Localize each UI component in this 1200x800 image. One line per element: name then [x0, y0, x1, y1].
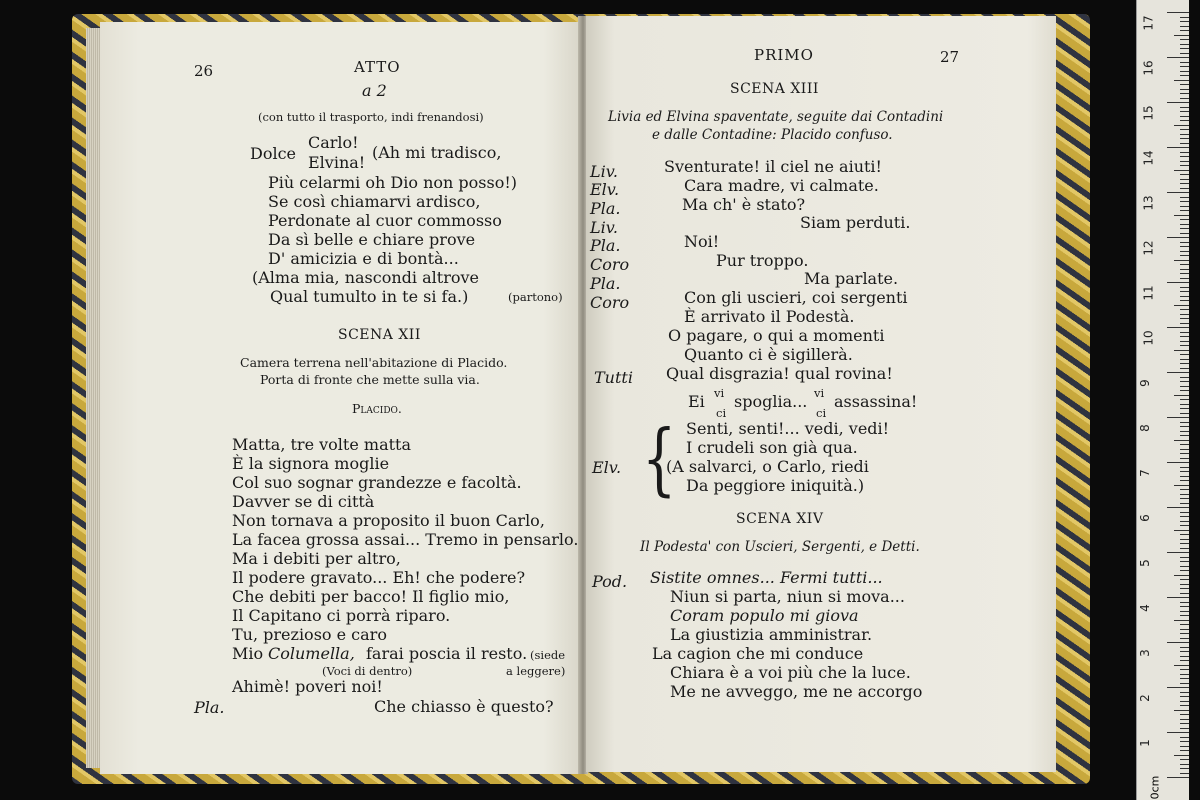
stage-direction: (siede	[530, 648, 566, 662]
ruler-tick	[1180, 723, 1189, 724]
ruler-number: 6	[1137, 514, 1152, 522]
verse-line: È la signora moglie	[232, 454, 390, 473]
ruler-tick	[1180, 44, 1189, 45]
verse-word: vi	[814, 386, 825, 400]
speaker-abbrev: Liv.	[590, 162, 618, 181]
ruler-tick	[1174, 35, 1189, 36]
a2-marking: a 2	[362, 81, 387, 100]
verse-line: Tu, prezioso e caro	[232, 625, 387, 644]
verse-line: Da peggiore iniquità.)	[686, 476, 865, 495]
ruler-tick	[1174, 305, 1189, 306]
verse-line: Se così chiamarvi ardisco,	[268, 192, 481, 211]
verse-line: Pur troppo.	[716, 251, 809, 270]
right-page	[586, 16, 1056, 772]
speaker-abbrev: Pod.	[592, 572, 628, 591]
speaker-abbrev: Elv.	[592, 458, 622, 477]
ruler-tick	[1167, 687, 1189, 688]
ruler-tick	[1180, 66, 1189, 67]
ruler-number: 7	[1137, 469, 1152, 477]
ruler-tick	[1174, 440, 1189, 441]
verse-word: ci	[716, 406, 727, 420]
ruler-tick	[1180, 75, 1189, 76]
ruler-tick	[1180, 152, 1189, 153]
verse-line: Ma ch' è stato?	[682, 195, 806, 214]
scene-title: SCENA XIII	[730, 81, 819, 97]
verse-line: Ma i debiti per altro,	[232, 549, 401, 568]
verse-line: Davver se di città	[232, 492, 375, 511]
verse-line: Il Capitano ci porrà riparo.	[232, 606, 451, 625]
verse-word: Ei	[688, 392, 705, 411]
verse-line: Con gli uscieri, coi sergenti	[684, 288, 908, 307]
verse-line: La facea grossa assai... Tremo in pensarlo.	[232, 530, 579, 549]
ruler-tick	[1180, 651, 1189, 652]
ruler-tick	[1180, 471, 1189, 472]
ruler-tick	[1180, 728, 1189, 729]
ruler-tick	[1180, 449, 1189, 450]
verse-line: Il podere gravato... Eh! che podere?	[232, 568, 526, 587]
ruler-tick	[1180, 638, 1189, 639]
scene-title: SCENA XIV	[736, 511, 824, 527]
ruler-tick	[1180, 656, 1189, 657]
verse-line: Non tornava a proposito il buon Carlo,	[232, 511, 545, 530]
ruler-tick	[1180, 21, 1189, 22]
ruler-tick	[1167, 327, 1189, 328]
ruler-tick	[1167, 597, 1189, 598]
verse-line: D' amicizia e di bontà...	[268, 249, 459, 268]
scene-description: Livia ed Elvina spaventate, seguite dai Contadini	[608, 109, 944, 125]
ruler-number: 10	[1141, 330, 1156, 346]
ruler-tick	[1180, 129, 1189, 130]
verse-line: Noi!	[684, 232, 720, 251]
ruler-tick	[1180, 363, 1189, 364]
ruler-tick	[1174, 530, 1189, 531]
ruler-tick	[1167, 417, 1189, 418]
ruler-number: 17	[1141, 15, 1156, 31]
verse-line: Ahimè! poveri noi!	[232, 677, 383, 696]
ruler-tick	[1180, 737, 1189, 738]
ruler-number: 2	[1137, 694, 1152, 702]
speaker-abbrev: Elv.	[590, 180, 620, 199]
speaker-abbrev: Pla.	[590, 274, 621, 293]
ruler-tick	[1180, 593, 1189, 594]
ruler-tick	[1180, 741, 1189, 742]
ruler-tick	[1180, 683, 1189, 684]
speaker-abbrev: Pla.	[590, 236, 621, 255]
verse-line: Sventurate! il ciel ne aiuti!	[664, 157, 882, 176]
ruler-tick	[1180, 165, 1189, 166]
ruler-tick	[1180, 134, 1189, 135]
ruler-tick	[1174, 80, 1189, 81]
ruler-tick	[1174, 125, 1189, 126]
ruler-tick	[1180, 318, 1189, 319]
ruler-tick	[1174, 395, 1189, 396]
ruler-tick	[1180, 161, 1189, 162]
ruler-tick	[1180, 615, 1189, 616]
verse-line: (Ah mi tradisco,	[372, 143, 502, 162]
ruler-tick	[1180, 773, 1189, 774]
ruler-tick	[1180, 62, 1189, 63]
ruler-tick	[1180, 39, 1189, 40]
ruler-tick	[1180, 624, 1189, 625]
ruler-tick	[1174, 710, 1189, 711]
verse-line: Più celarmi oh Dio non posso!)	[268, 173, 517, 192]
page-number: 27	[940, 48, 960, 66]
ruler-tick	[1180, 183, 1189, 184]
ruler-tick	[1180, 678, 1189, 679]
ruler-tick	[1180, 660, 1189, 661]
stage-direction: a leggere)	[506, 664, 566, 678]
speaker-abbrev: Coro	[590, 255, 630, 274]
ruler-tick	[1174, 665, 1189, 666]
ruler-tick	[1180, 30, 1189, 31]
ruler-tick	[1180, 377, 1189, 378]
ruler-tick	[1180, 323, 1189, 324]
ruler-tick	[1180, 566, 1189, 567]
ruler-tick	[1180, 98, 1189, 99]
ruler-tick	[1180, 647, 1189, 648]
speaker-abbrev: Pla.	[194, 698, 225, 717]
ruler-tick	[1180, 210, 1189, 211]
ruler-tick	[1167, 237, 1189, 238]
ruler-tick	[1180, 584, 1189, 585]
ruler-tick	[1180, 701, 1189, 702]
ruler-tick	[1180, 696, 1189, 697]
ruler-tick	[1180, 750, 1189, 751]
ruler-tick	[1180, 219, 1189, 220]
verse-word: Mio	[232, 644, 264, 663]
ruler-tick	[1180, 296, 1189, 297]
verse-line: Me ne avveggo, me ne accorgo	[670, 682, 923, 701]
ruler-tick	[1180, 611, 1189, 612]
ruler-tick	[1180, 242, 1189, 243]
ruler-number: 9	[1137, 379, 1152, 387]
ruler-tick	[1180, 359, 1189, 360]
verse-line: È arrivato il Podestà.	[684, 307, 855, 326]
ruler-tick	[1167, 372, 1189, 373]
ruler-tick	[1180, 606, 1189, 607]
ruler-tick	[1174, 215, 1189, 216]
brace-glyph: {	[642, 412, 677, 505]
ruler-number: 5	[1137, 559, 1152, 567]
ruler-tick	[1174, 620, 1189, 621]
ruler-tick	[1180, 705, 1189, 706]
ruler-tick	[1180, 138, 1189, 139]
ruler-tick	[1174, 575, 1189, 576]
ruler-tick	[1180, 107, 1189, 108]
verse-line: Matta, tre volte matta	[232, 435, 412, 454]
ruler-tick	[1180, 345, 1189, 346]
verse-line: Coram populo mi giova	[670, 606, 859, 625]
ruler-tick	[1180, 354, 1189, 355]
ruler-tick	[1180, 489, 1189, 490]
ruler-tick	[1180, 588, 1189, 589]
ruler-tick	[1180, 264, 1189, 265]
ruler-tick	[1180, 453, 1189, 454]
ruler-number: 1	[1137, 739, 1152, 747]
verse-word: spoglia...	[734, 392, 808, 411]
ruler-tick	[1180, 426, 1189, 427]
running-head: PRIMO	[754, 46, 814, 64]
ruler-tick	[1180, 669, 1189, 670]
verse-word: assassina!	[834, 392, 918, 411]
ruler-tick	[1180, 557, 1189, 558]
ruler-tick	[1180, 674, 1189, 675]
ruler-tick	[1180, 399, 1189, 400]
verse-line: Che chiasso è questo?	[374, 697, 554, 716]
ruler-tick	[1167, 732, 1189, 733]
ruler-number: 4	[1137, 604, 1152, 612]
ruler-number: 13	[1141, 195, 1156, 211]
ruler-tick	[1180, 26, 1189, 27]
running-head: ATTO	[354, 58, 401, 76]
scene-description: Camera terrena nell'abitazione di Placido.	[240, 355, 508, 370]
ruler-unit: 0cm	[1148, 775, 1162, 800]
verse-line: Qual tumulto in te si fa.)	[270, 287, 469, 306]
ruler-number: 3	[1137, 649, 1152, 657]
scene-title: SCENA XII	[338, 327, 421, 343]
stage-direction: (con tutto il trasporto, indi frenandosi)	[258, 110, 484, 124]
ruler-tick	[1180, 476, 1189, 477]
ruler-tick	[1180, 224, 1189, 225]
ruler-tick	[1180, 561, 1189, 562]
ruler-tick	[1180, 746, 1189, 747]
ruler-tick	[1180, 548, 1189, 549]
ruler-tick	[1180, 498, 1189, 499]
ruler-number: 16	[1141, 60, 1156, 76]
ruler-tick	[1167, 192, 1189, 193]
ruler-tick	[1180, 206, 1189, 207]
ruler-tick	[1180, 422, 1189, 423]
ruler-tick	[1180, 516, 1189, 517]
ruler-tick	[1180, 579, 1189, 580]
verse-line: La cagion che mi conduce	[652, 644, 864, 663]
ruler-tick	[1180, 543, 1189, 544]
ruler-tick	[1180, 764, 1189, 765]
ruler-tick	[1167, 777, 1189, 778]
ruler-tick	[1167, 147, 1189, 148]
verse-line: Da sì belle e chiare prove	[268, 230, 476, 249]
ruler-tick	[1180, 197, 1189, 198]
ruler-tick	[1180, 390, 1189, 391]
ruler-tick	[1180, 143, 1189, 144]
ruler-tick	[1180, 692, 1189, 693]
ruler-tick	[1174, 755, 1189, 756]
verse-line: Niun si parta, niun si mova...	[670, 587, 905, 606]
ruler-number: 11	[1141, 285, 1156, 301]
ruler-tick	[1180, 228, 1189, 229]
stage-direction: (Voci di dentro)	[322, 664, 413, 678]
ruler-tick	[1180, 174, 1189, 175]
ruler-tick	[1180, 116, 1189, 117]
ruler-tick	[1180, 201, 1189, 202]
verse-word: Columella,	[268, 644, 355, 663]
ruler-tick	[1167, 57, 1189, 58]
ruler-tick	[1180, 512, 1189, 513]
ruler-tick	[1180, 291, 1189, 292]
verse-line: O pagare, o qui a momenti	[668, 326, 885, 345]
ruler-tick	[1180, 179, 1189, 180]
ruler-tick	[1180, 156, 1189, 157]
ruler-tick	[1180, 435, 1189, 436]
ruler-tick	[1180, 273, 1189, 274]
ruler-tick	[1180, 71, 1189, 72]
ruler-tick	[1180, 570, 1189, 571]
verse-line: Ma parlate.	[804, 269, 899, 288]
stage-direction: (partono)	[508, 290, 563, 304]
verse-line: Perdonate al cuor commosso	[268, 211, 502, 230]
ruler-tick	[1180, 84, 1189, 85]
ruler-tick	[1180, 251, 1189, 252]
verse-word: farai poscia il resto.	[366, 644, 528, 663]
verse-line: Senti, senti!... vedi, vedi!	[686, 419, 890, 438]
verse-line: Che debiti per bacco! Il figlio mio,	[232, 587, 510, 606]
ruler-tick	[1180, 89, 1189, 90]
dolce-word: Dolce	[250, 144, 297, 163]
ruler-tick	[1167, 12, 1189, 13]
verse-line: Chiara è a voi più che la luce.	[670, 663, 911, 682]
ruler-tick	[1180, 633, 1189, 634]
ruler-tick	[1180, 381, 1189, 382]
verse-line: Siam perduti.	[800, 213, 911, 232]
ruler-tick	[1180, 341, 1189, 342]
ruler-tick	[1180, 287, 1189, 288]
ruler-tick	[1180, 93, 1189, 94]
ruler-tick	[1180, 188, 1189, 189]
ruler-tick	[1180, 314, 1189, 315]
ruler-tick	[1180, 111, 1189, 112]
ruler-tick	[1174, 485, 1189, 486]
ruler-tick	[1180, 521, 1189, 522]
ruler-tick	[1167, 462, 1189, 463]
ruler-tick	[1180, 494, 1189, 495]
measurement-ruler	[1136, 0, 1189, 800]
ruler-tick	[1167, 642, 1189, 643]
verse-line: Cara madre, vi calmate.	[684, 176, 879, 195]
verse-line: (Alma mia, nascondi altrove	[252, 268, 479, 287]
verse-line: Col suo sognar grandezze e facoltà.	[232, 473, 522, 492]
ruler-tick	[1167, 282, 1189, 283]
ruler-tick	[1180, 233, 1189, 234]
ruler-tick	[1180, 53, 1189, 54]
ruler-tick	[1180, 255, 1189, 256]
verse-line: (A salvarci, o Carlo, riedi	[666, 457, 869, 476]
speaker-heading: Placido.	[352, 401, 402, 416]
ruler-tick	[1174, 260, 1189, 261]
verse-word: vi	[714, 386, 725, 400]
ruler-tick	[1180, 332, 1189, 333]
ruler-tick	[1180, 714, 1189, 715]
ruler-tick	[1180, 503, 1189, 504]
ruler-number: 12	[1141, 240, 1156, 256]
ruler-tick	[1180, 539, 1189, 540]
ruler-tick	[1180, 408, 1189, 409]
ruler-tick	[1180, 629, 1189, 630]
ruler-number: 8	[1137, 424, 1152, 432]
ruler-tick	[1180, 246, 1189, 247]
ruler-number: 14	[1141, 150, 1156, 166]
ruler-tick	[1180, 17, 1189, 18]
ruler-tick	[1180, 120, 1189, 121]
ruler-tick	[1180, 368, 1189, 369]
ruler-tick	[1174, 170, 1189, 171]
verse-line: Sistite omnes... Fermi tutti...	[650, 568, 883, 587]
ruler-tick	[1180, 269, 1189, 270]
verse-line: Qual disgrazia! qual rovina!	[666, 364, 893, 383]
speaker-abbrev: Pla.	[590, 199, 621, 218]
left-page	[100, 22, 582, 774]
ruler-tick	[1180, 602, 1189, 603]
ruler-tick	[1167, 102, 1189, 103]
carlo-word: Carlo!	[308, 133, 359, 152]
ruler-tick	[1180, 525, 1189, 526]
verse-word: ci	[816, 406, 827, 420]
page-number: 26	[194, 62, 214, 80]
ruler-tick	[1180, 404, 1189, 405]
verse-line: La giustizia amministrar.	[670, 625, 873, 644]
verse-line: I crudeli son già qua.	[686, 438, 858, 457]
speaker-abbrev: Liv.	[590, 218, 618, 237]
ruler-tick	[1180, 467, 1189, 468]
ruler-tick	[1180, 768, 1189, 769]
ruler-tick	[1174, 350, 1189, 351]
ruler-tick	[1180, 309, 1189, 310]
scene-description: Il Podesta' con Uscieri, Sergenti, e Detti.	[640, 539, 920, 555]
ruler-tick	[1180, 413, 1189, 414]
ruler-tick	[1180, 278, 1189, 279]
speaker-abbrev: Tutti	[594, 368, 633, 387]
ruler-tick	[1180, 534, 1189, 535]
elvina-word: Elvina!	[308, 153, 366, 172]
scene-description: Porta di fronte che mette sulla via.	[260, 372, 480, 387]
ruler-tick	[1180, 719, 1189, 720]
scene-description: e dalle Contadine: Placido confuso.	[652, 127, 893, 143]
ruler-tick	[1180, 300, 1189, 301]
ruler-tick	[1180, 480, 1189, 481]
ruler-tick	[1180, 444, 1189, 445]
ruler-number: 15	[1141, 105, 1156, 121]
ruler-tick	[1180, 431, 1189, 432]
ruler-tick	[1180, 759, 1189, 760]
ruler-tick	[1180, 336, 1189, 337]
ruler-tick	[1167, 507, 1189, 508]
ruler-tick	[1180, 386, 1189, 387]
speaker-abbrev: Coro	[590, 293, 630, 312]
ruler-tick	[1180, 458, 1189, 459]
ruler-tick	[1167, 552, 1189, 553]
verse-line: Quanto ci è sigillerà.	[684, 345, 853, 364]
ruler-tick	[1180, 48, 1189, 49]
